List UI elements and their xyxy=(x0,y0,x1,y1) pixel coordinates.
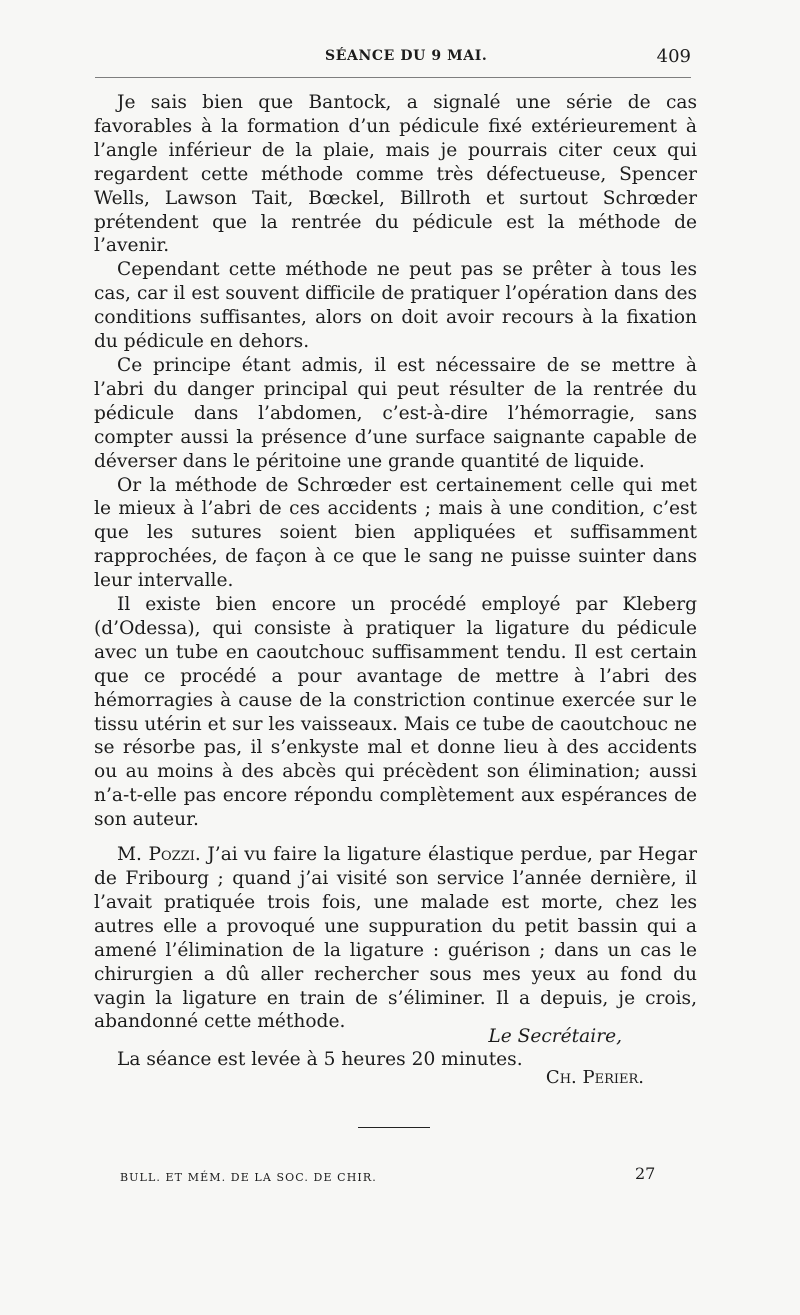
paragraph-bantock: Je sais bien que Bantock, a signalé une série de cas favorables à la formation d’un pédicule fixé extérieurement à l’angle inférieur de la plaie, mais je pourrais citer ceux qui regardent cette méthode comme très défectueuse, Spencer Wells, Lawson Tait, Bœckel, Billroth et surtout Schrœder prétendent que la rentrée du pédicule est la méthode de l’avenir. xyxy=(94,92,697,257)
running-title: SÉANCE DU 9 MAI. xyxy=(325,48,488,64)
paragraph-schroeder: Or la méthode de Schrœder est certainement celle qui met le mieux à l’abri de ces accidents ; mais à une condition, c’est que les sutures soient bien appliquées et suffisamment rapprochées, de façon à ce que le sang ne puisse suinter dans leur intervalle. xyxy=(94,474,697,592)
paragraph-cependant: Cependant cette méthode ne peut pas se prêter à tous les cas, car il est souvent difficile de pratiquer l’opération dans des conditions suffisantes, alors on doit avoir recours à la fixation du pédicule en dehors. xyxy=(94,259,697,353)
header-rule xyxy=(95,77,691,78)
page-number: 409 xyxy=(656,46,691,67)
running-head xyxy=(95,46,695,70)
paragraph-pozzi xyxy=(94,843,697,1034)
signature-role: Le Secrétaire, xyxy=(488,1026,622,1047)
footer-publication: BULL. ET MÉM. DE LA SOC. DE CHIR. xyxy=(120,1171,377,1184)
paragraph-kleberg: Il existe bien encore un procédé employé par Kleberg (d’Odessa), qui consiste à pratiquer la ligature du pédicule avec un tube en caoutchouc suffisamment tendu. Il est certain que ce procédé a pour avantage de mettre à l’abri des hémorragies à cause de la constriction continue exercée sur le tissu utérin et sur les vaisseaux. Mais ce tube de caoutchouc ne se résorbe pas, il s’enkyste mal et donne lieu à des accidents ou au moins à des abcès qui précèdent son élimination; aussi n’a-t-elle pas encore répondu complètement aux espérances de son auteur. xyxy=(94,594,697,831)
closing-rule xyxy=(358,1127,430,1128)
speaker-name: M. Pozzi. xyxy=(117,844,201,866)
signature-name: Ch. Perier. xyxy=(545,1067,644,1088)
footer-signature-mark: 27 xyxy=(635,1164,656,1183)
pozzi-remarks: J’ai vu faire la ligature élastique perdue, par Hegar de Fribourg ; quand j’ai visité son service l’année dernière, il l’avait pratiquée trois fois, une malade est morte, chez les autres elle a provoqué une suppuration du petit bassin qui a amené l’élimination de la ligature : guérison ; dans un cas le chirurgien a dû aller rechercher sous mes yeux au fond du vagin la ligature en train de s’éliminer. Il a depuis, je crois, abandonné cette méthode. xyxy=(94,844,698,1033)
body-text xyxy=(94,91,697,1072)
paragraph-principe: Ce principe étant admis, il est nécessaire de se mettre à l’abri du danger principal qui peut résulter de la rentrée du pédicule dans l’abdomen, c’est-à-dire l’hémorragie, sans compter aussi la présence d’une surface saignante capable de déverser dans le péritoine une grande quantité de liquide. xyxy=(94,354,697,472)
closing-statement: La séance est levée à 5 heures 20 minutes. xyxy=(117,1049,523,1071)
